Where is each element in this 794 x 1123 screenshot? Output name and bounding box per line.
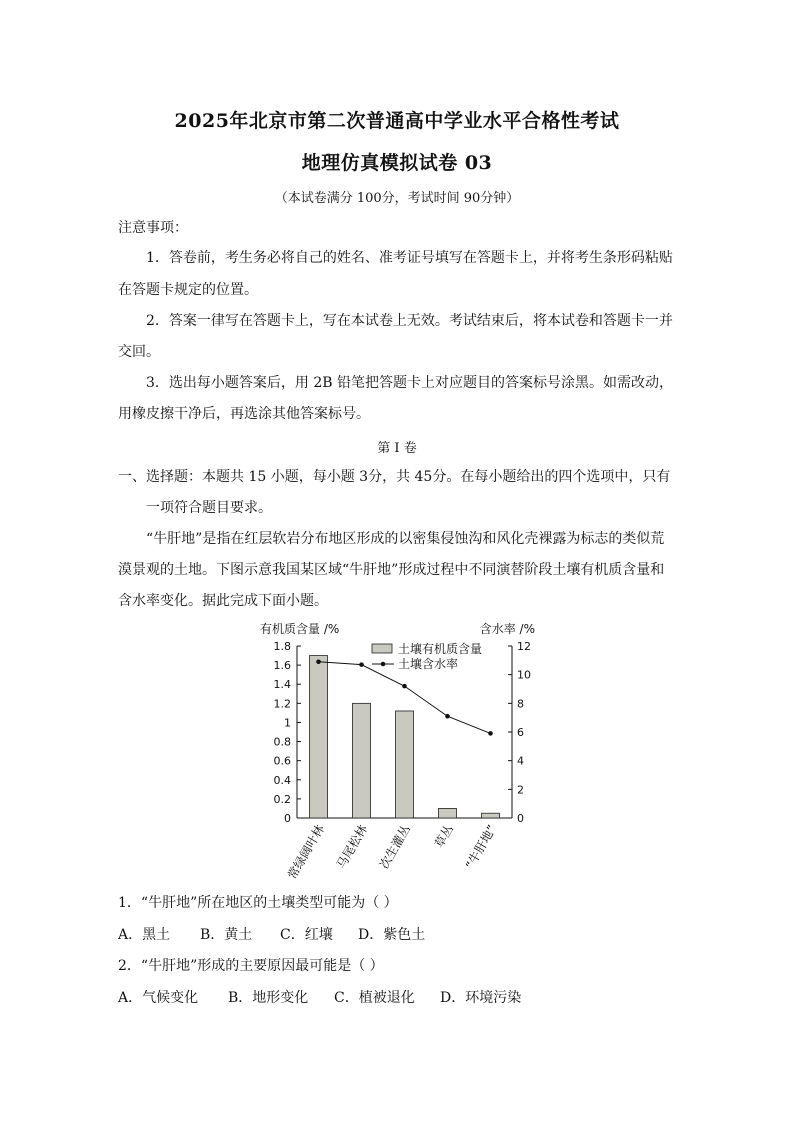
y-axis-left-label: 有机质含量 /% — [260, 622, 340, 636]
question-1-stem: 1．“牛肝地”所在地区的土壤类型可能为（ ） — [118, 895, 398, 911]
notice-item-2-line-2: 交回。 — [118, 344, 160, 360]
moisture-point — [488, 731, 493, 736]
y-axis-right-label: 含水率 /% — [479, 622, 535, 636]
bar — [396, 711, 414, 818]
bar — [482, 813, 500, 818]
y-left-tick-label: 0.2 — [273, 792, 291, 806]
x-tick-label: 草丛 — [431, 822, 457, 851]
soil-chart-svg — [250, 618, 550, 880]
y-left-tick-label: 0 — [284, 812, 291, 825]
y-left-tick-label: 0.4 — [273, 773, 291, 787]
y-right-tick-label: 10 — [517, 668, 531, 682]
moisture-point — [359, 662, 364, 667]
exam-info: （本试卷满分 100分，考试时间 90分钟） — [274, 191, 520, 206]
y-right-tick-label: 8 — [517, 697, 524, 711]
part1-instructions-line-2: 一项符合题目要求。 — [146, 500, 272, 516]
moisture-point — [445, 714, 450, 719]
question-2-stem: 2．“牛肝地”形成的主要原因最可能是（ ） — [118, 958, 384, 974]
x-tick-label: “牛肝地” — [462, 822, 500, 872]
y-left-tick-label: 1.8 — [273, 640, 291, 653]
y-right-tick-label: 4 — [517, 754, 524, 768]
y-right-tick-label: 0 — [517, 812, 524, 825]
question-2-option-b: B．地形变化 — [228, 990, 309, 1006]
question-1-option-c: C．红壤 — [280, 927, 333, 943]
legend-bar-swatch — [372, 644, 392, 653]
volume-label: 第 I 卷 — [377, 441, 417, 456]
notice-item-3-line-2: 用橡皮擦干净后，再选涂其他答案标号。 — [118, 406, 370, 422]
part1-instructions-line-1: 一、选择题：本题共 15 小题，每小题 3分，共 45分。在每小题给出的四个选项中，只有 — [118, 469, 671, 485]
exam-subtitle: 地理仿真模拟试卷 03 — [301, 152, 493, 174]
question-2-option-a: A．气候变化 — [118, 990, 199, 1006]
legend-line-label: 土壤含水率 — [398, 657, 459, 671]
y-right-tick-label: 12 — [517, 640, 531, 653]
question-2-option-c: C．植被退化 — [334, 990, 415, 1006]
y-left-tick-label: 0.8 — [273, 735, 291, 749]
y-left-tick-label: 0.6 — [273, 754, 291, 768]
question-1-option-b: B．黄土 — [200, 927, 253, 943]
passage-line-2: 漠景观的土地。下图示意我国某区域“牛肝地”形成过程中不同演替阶段土壤有机质含量和 — [118, 562, 665, 578]
x-tick-label: 常绿阔叶林 — [284, 822, 328, 880]
notice-item-1-line-2: 在答题卡规定的位置。 — [118, 282, 258, 298]
bar — [353, 703, 371, 818]
y-right-tick-label: 2 — [517, 783, 524, 797]
notice-item-1-line-1: 1．答卷前，考生务必将自己的姓名、准考证号填写在答题卡上，并将考生条形码粘贴 — [146, 250, 673, 266]
moisture-point — [316, 659, 321, 664]
x-tick-label: 次生灌丛 — [376, 822, 414, 872]
passage-line-3: 含水率变化。据此完成下面小题。 — [118, 593, 328, 609]
question-1-option-d: D．紫色土 — [358, 927, 426, 943]
plot-area — [274, 640, 532, 880]
moisture-point — [402, 684, 407, 689]
y-left-tick-label: 1.4 — [273, 678, 291, 692]
bar — [310, 656, 328, 818]
legend-bar-label: 土壤有机质含量 — [398, 642, 483, 656]
y-left-tick-label: 1.2 — [273, 697, 291, 711]
x-tick-label: 马尾松林 — [333, 822, 371, 872]
question-1-option-a: A．黑土 — [118, 927, 171, 943]
passage-line-1: “牛肝地”是指在红层软岩分布地区形成的以密集侵蚀沟和风化壳裸露为标志的类似荒 — [146, 531, 665, 547]
question-2-option-d: D．环境污染 — [440, 990, 522, 1006]
soil-chart — [250, 618, 550, 880]
legend-line-marker — [381, 662, 386, 667]
y-right-tick-label: 6 — [517, 726, 524, 739]
bar — [439, 808, 457, 818]
notice-heading: 注意事项： — [118, 220, 188, 236]
y-left-tick-label: 1.6 — [273, 659, 291, 673]
exam-title: 2025年北京市第二次普通高中学业水平合格性考试 — [174, 110, 620, 132]
notice-item-2-line-1: 2．答案一律写在答题卡上，写在本试卷上无效。考试结束后，将本试卷和答题卡一并 — [146, 313, 673, 329]
y-left-tick-label: 1 — [284, 716, 291, 730]
notice-item-3-line-1: 3．选出每小题答案后，用 2B 铅笔把答题卡上对应题目的答案标号涂黑。如需改动， — [146, 375, 674, 391]
